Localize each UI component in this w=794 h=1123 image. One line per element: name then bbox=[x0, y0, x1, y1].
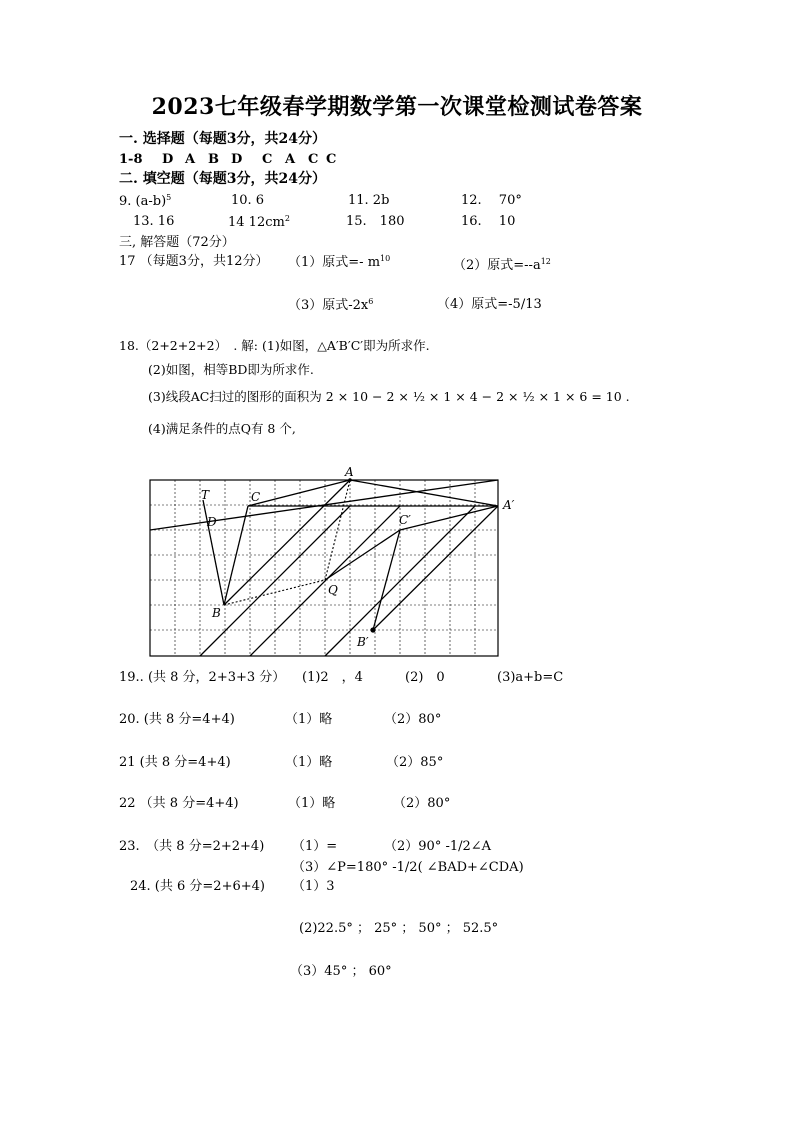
choice-answer-5: C bbox=[262, 152, 273, 167]
choice-answer-2: A bbox=[185, 152, 196, 167]
q18-line3: (3)线段AC扫过的图形的面积为 2 × 10 − 2 × ½ × 1 × 4 − 2 × ½ × 1 × 6 = 10 . bbox=[148, 389, 630, 404]
dashed-b-q bbox=[224, 580, 325, 605]
q17-part2: （2）原式$=--a^{12}$ bbox=[453, 257, 551, 273]
label-a-prime: A′ bbox=[503, 498, 515, 512]
line-a-a2 bbox=[350, 480, 498, 506]
q24-prefix: 24. (共 6 分=2+6+4) bbox=[130, 879, 265, 894]
choice-range: 1-8 bbox=[119, 152, 143, 167]
label-b: B bbox=[212, 606, 221, 620]
point-b2 bbox=[370, 627, 375, 632]
q17-part1: （1）原式=- $m^{10}$ bbox=[288, 254, 391, 270]
label-t: T bbox=[201, 488, 210, 502]
fill-answer-12: 12. 70° bbox=[461, 193, 522, 208]
section1-heading: 一. 选择题（每题3分，共24分） bbox=[119, 131, 326, 147]
line-c2-a2 bbox=[400, 506, 498, 530]
fill-answer-14: 14 $12cm^2$ bbox=[228, 214, 290, 230]
q19-answer3: (3)a+b=C bbox=[497, 670, 564, 685]
q20-prefix: 20. (共 8 分=4+4) bbox=[119, 712, 235, 727]
q19-answer1: (1)2 ，4 bbox=[302, 670, 363, 685]
q21-answer2: （2）85° bbox=[386, 755, 444, 770]
q22-answer2: （2）80° bbox=[393, 796, 451, 811]
q18-line1: 18.（2+2+2+2） . 解: (1)如图，△A′B′C′即为所求作. bbox=[119, 338, 430, 353]
choice-answer-3: B bbox=[208, 152, 219, 167]
q24-answer3: （3）45° ； 60° bbox=[290, 964, 392, 979]
label-q: Q bbox=[328, 583, 338, 597]
q19-answer2: (2) 0 bbox=[405, 670, 445, 685]
choice-answer-7: C bbox=[308, 152, 319, 167]
label-d: D bbox=[207, 515, 217, 529]
q21-prefix: 21 (共 8 分=4+4) bbox=[119, 755, 231, 770]
choice-answer-6: A bbox=[285, 152, 296, 167]
line-c-a bbox=[248, 480, 350, 506]
q20-answer2: （2）80° bbox=[384, 712, 442, 727]
section2-heading: 二. 填空题（每题3分，共24分） bbox=[119, 171, 326, 187]
q24-answer1: （1）3 bbox=[292, 879, 335, 894]
label-b-prime: B′ bbox=[357, 635, 369, 649]
choice-answer-4: D bbox=[231, 152, 243, 167]
q20-answer1: （1）略 bbox=[285, 712, 333, 727]
q17-part4: （4）原式=-5/13 bbox=[437, 297, 542, 312]
line-b2-a2 bbox=[373, 506, 498, 630]
label-c-prime: C′ bbox=[399, 513, 411, 527]
q18-line4: (4)满足条件的点Q有 8 个, bbox=[148, 421, 296, 436]
fill-answer-15: 15. 180 bbox=[346, 214, 405, 229]
label-a: A bbox=[345, 465, 354, 479]
line-b-c bbox=[224, 506, 248, 605]
choice-answer-1: D bbox=[162, 152, 174, 167]
fill-answer-16: 16. 10 bbox=[461, 214, 516, 229]
fill-answer-10: 10. 6 bbox=[231, 193, 265, 208]
fill-answer-13: 13. 16 bbox=[133, 214, 175, 229]
q23-prefix: 23. （共 8 分=2+2+4) bbox=[119, 839, 265, 854]
fill-answer-11: 11. 2b bbox=[348, 193, 390, 208]
section3-heading: 三, 解答题（72分） bbox=[119, 235, 235, 250]
q23-answer2: （2）90° -1/2∠A bbox=[384, 839, 492, 854]
q22-prefix: 22 （共 8 分=4+4) bbox=[119, 796, 239, 811]
label-c: C bbox=[251, 490, 261, 504]
fill-answer-9: 9. $(a-b)^5$ bbox=[119, 193, 172, 209]
choice-answer-8: C bbox=[326, 152, 337, 167]
page-title: 2023七年级春学期数学第一次课堂检测试卷答案 bbox=[151, 94, 643, 120]
q17-part3: （3）原式$-2x^6$ bbox=[288, 297, 374, 313]
q23-answer1: （1）= bbox=[292, 839, 338, 854]
q19-prefix: 19.. (共 8 分，2+3+3 分） bbox=[119, 670, 286, 685]
q17-prefix: 17 （每题3分，共12分） bbox=[119, 254, 269, 269]
q21-answer1: （1）略 bbox=[285, 755, 333, 770]
q24-answer2: (2)22.5° ； 25° ； 50° ； 52.5° bbox=[299, 921, 499, 936]
q22-answer1: （1）略 bbox=[288, 796, 336, 811]
q23-answer3: （3）∠P=180° -1/2( ∠BAD+∠CDA) bbox=[292, 860, 524, 875]
q18-line2: (2)如图，相等BD即为所求作. bbox=[148, 362, 314, 377]
